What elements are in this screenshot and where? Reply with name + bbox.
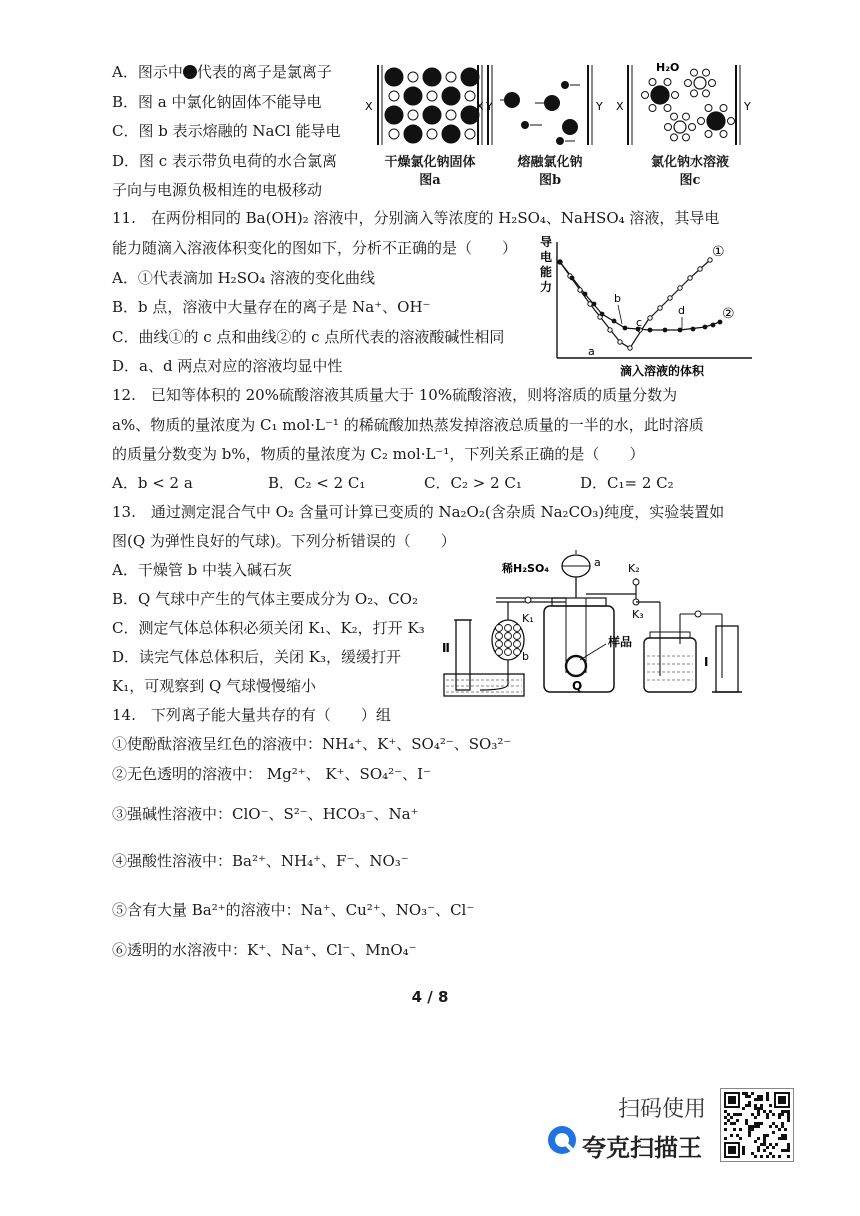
sodium-ion — [389, 129, 399, 139]
curve-1-point — [578, 288, 582, 292]
chloride-ion — [404, 87, 422, 105]
figure-a-label: 图a — [419, 173, 441, 188]
electrode-x-label: X — [616, 100, 624, 113]
tube-a-label: a — [594, 556, 601, 569]
valve-k2-label: K₂ — [628, 562, 640, 575]
q11-option-a: A．①代表滴加 H₂SO₄ 溶液的变化曲线 — [112, 269, 376, 287]
sodium-ion — [408, 72, 418, 82]
curve-2-point — [711, 323, 716, 328]
sodium-ion — [408, 110, 418, 120]
curve-1-point — [608, 328, 612, 332]
chloride-ion — [461, 68, 479, 86]
q14-item-3: ③强碱性溶液中：ClO⁻、S²⁻、HCO₃⁻、Na⁺ — [112, 805, 419, 823]
x-axis-label: 滴入溶液的体积 — [620, 364, 705, 378]
brand-name: 夸克扫描王 — [582, 1134, 702, 1162]
figure-a-title: 干燥氯化钠固体 — [384, 155, 476, 170]
curve-1-line — [560, 260, 710, 348]
figure-b-molten — [476, 65, 603, 145]
q10-figures — [360, 55, 760, 155]
acid-label: 稀H₂SO₄ — [502, 562, 550, 575]
q13-option-c: C．测定气体总体积必须关闭 K₁、K₂，打开 K₃ — [112, 619, 425, 637]
q14-item-6: ⑥透明的水溶液中：K⁺、Na⁺、Cl⁻、MnO₄⁻ — [112, 941, 417, 959]
electrode-y-label: Y — [486, 100, 493, 113]
q13-option-a: A．干燥管 b 中装入碱石灰 — [112, 561, 292, 579]
curve-1-point — [618, 340, 622, 344]
q14-item-4: ④强酸性溶液中：Ba²⁺、NH₄⁺、F⁻、NO₃⁻ — [112, 852, 409, 870]
page-number: 4 / 8 — [411, 988, 449, 1006]
q12-option-d: D．C₁= 2 C₂ — [580, 474, 674, 492]
figure-c-solution — [616, 61, 751, 145]
curve-1-point — [658, 306, 662, 310]
figure-c-title: 氯化钠水溶液 — [650, 155, 729, 170]
q11-option-b: B．b 点，溶液中大量存在的离子是 Na⁺、OH⁻ — [112, 298, 431, 316]
sodium-ion — [427, 129, 437, 139]
figure-b-label: 图b — [538, 173, 562, 188]
electrode-y-label: Y — [744, 100, 751, 113]
hydrated-sodium-ion — [665, 113, 696, 141]
point-c-label: c — [636, 316, 643, 329]
q12-stem-line2: a%、物质的量浓度为 C₁ mol·L⁻¹ 的稀硫酸加热蒸发掉溶液总质量的一半的水，此时溶质 — [112, 416, 704, 434]
curve-2-point — [592, 302, 597, 307]
q13-apparatus — [440, 548, 758, 700]
sodium-ion — [446, 110, 456, 120]
curve-1-point — [648, 316, 652, 320]
q10-option-d-line2: 子向与电源负极相连的电极移动 — [112, 181, 323, 199]
figure-a-solid-lattice — [365, 65, 493, 145]
q14-item-1: ①使酚酞溶液呈红色的溶液中：NH₄⁺、K⁺、SO₄²⁻、SO₃²⁻ — [112, 735, 512, 753]
curve-2-point — [570, 276, 575, 281]
curve-2-point — [623, 326, 628, 331]
curve-2-point — [612, 319, 617, 324]
hydrated-chloride-ion — [642, 79, 679, 112]
curve-2-point — [583, 292, 588, 297]
tube-ii-label: Ⅱ — [442, 641, 450, 655]
q14-stem: 14. 下列离子能大量共存的有（ ）组 — [112, 706, 391, 724]
curve-1-point — [698, 267, 702, 271]
q13-stem-line2: 图(Q 为弹性良好的气球)。下列分析错误的（ ） — [112, 532, 456, 550]
curve-2-point — [600, 312, 605, 317]
q10-option-b: B．图 a 中氯化钠固体不能导电 — [112, 93, 322, 111]
point-d-label: d — [678, 304, 685, 317]
chloride-ion — [423, 106, 441, 124]
q14-item-5: ⑤含有大量 Ba²⁺的溶液中：Na⁺、Cu²⁺、NO₃⁻、Cl⁻ — [112, 901, 475, 919]
electrode-x-label: X — [365, 100, 373, 113]
curve-1-point — [688, 276, 692, 280]
chloride-ion — [385, 68, 403, 86]
quark-logo-icon — [546, 1124, 578, 1156]
figure-b-title: 熔融氯化钠 — [517, 155, 583, 170]
valve-k3-label: K₃ — [632, 608, 644, 621]
q12-stem-line1: 12. 已知等体积的 20%硫酸溶液其质量大于 10%硫酸溶液，则将溶质的质量分数为 — [112, 386, 678, 404]
curve-1-points — [558, 258, 712, 350]
chloride-ion — [385, 106, 403, 124]
hydrated-chloride-ion — [698, 105, 735, 138]
hydrated-sodium-ion — [685, 69, 716, 97]
chloride-ion — [442, 87, 460, 105]
curve-2-point — [703, 325, 708, 330]
q11-conductivity-chart — [530, 232, 755, 380]
curve-1-point — [588, 302, 592, 306]
curve-1-point — [678, 286, 682, 290]
sodium-ion — [465, 129, 475, 139]
point-b-label: b — [614, 292, 621, 305]
scan-to-use-text: 扫码使用 — [618, 1097, 707, 1122]
curve-1-point — [668, 296, 672, 300]
q12-option-a: A．b < 2 a — [112, 474, 193, 492]
sample-label: 样品 — [608, 635, 633, 649]
q13-option-d-line2: K₁，可观察到 Q 气球慢慢缩小 — [112, 677, 317, 695]
q13-stem-line1: 13. 通过测定混合气中 O₂ 含量可计算已变质的 Na₂O₂(含杂质 Na₂CO₃)纯度，实验装置如 — [112, 503, 725, 521]
chloride-ion — [442, 125, 460, 143]
q13-option-d-line1: D．读完气体总体积后，关闭 K₃，缓缓打开 — [112, 648, 402, 666]
curve-2-point — [691, 327, 696, 332]
water-label: H₂O — [656, 61, 680, 74]
q12-stem-line3: 的质量分数变为 b%，物质的量浓度为 C₂ mol·L⁻¹，下列关系正确的是（ ） — [112, 445, 645, 463]
q11-option-c: C．曲线①的 c 点和曲线②的 c 点所代表的溶液酸碱性相同 — [112, 328, 505, 346]
sodium-ion — [389, 91, 399, 101]
point-a-label: a — [588, 345, 595, 358]
q12-option-b: B．C₂ < 2 C₁ — [268, 474, 366, 492]
curve-2-point — [663, 328, 668, 333]
figure-c-label: 图c — [679, 173, 701, 188]
curve-2-label: ② — [722, 306, 735, 322]
q10-option-a: A．图示中 代表的离子是氯离子 — [112, 63, 332, 81]
q10-option-d-line1: D．图 c 表示带负电荷的水合氯离 — [112, 152, 337, 170]
curve-1-point — [628, 346, 632, 350]
q11-option-d: D．a、d 两点对应的溶液均显中性 — [112, 357, 343, 375]
curve-1-label: ① — [712, 244, 725, 260]
electrode-x-label: X — [476, 100, 484, 113]
q13-option-b: B．Q 气球中产生的气体主要成分为 O₂、CO₂ — [112, 590, 418, 608]
balloon-q-label: Q — [572, 679, 583, 693]
q10-option-c: C．图 b 表示熔融的 NaCl 能导电 — [112, 122, 341, 140]
sodium-ion — [427, 91, 437, 101]
curve-2-point — [648, 328, 653, 333]
cylinder-i-label: Ⅰ — [704, 655, 709, 669]
chloride-ion — [404, 125, 422, 143]
sodium-ion — [446, 72, 456, 82]
drying-tube-b-label: b — [522, 650, 529, 663]
sodium-ion — [465, 91, 475, 101]
q12-option-c: C．C₂ > 2 C₁ — [424, 474, 522, 492]
chloride-ion — [423, 68, 441, 86]
valve-k1-label: K₁ — [522, 612, 534, 625]
chloride-dot-icon — [183, 65, 197, 79]
q11-stem-line1: 11. 在两份相同的 Ba(OH)₂ 溶液中，分别滴入等浓度的 H₂SO₄、NaHSO₄ 溶液，其导电 — [112, 209, 720, 227]
curve-2-point — [558, 260, 563, 265]
y-axis-label: 导电能力 — [540, 235, 553, 294]
q14-item-2: ②无色透明的溶液中： Mg²⁺、 K⁺、SO₄²⁻、I⁻ — [112, 765, 431, 783]
electrode-y-label: Y — [596, 100, 603, 113]
qr-code-icon — [720, 1088, 794, 1162]
q11-stem-line2: 能力随滴入溶液体积变化的图如下，分析不正确的是（ ） — [112, 239, 518, 257]
